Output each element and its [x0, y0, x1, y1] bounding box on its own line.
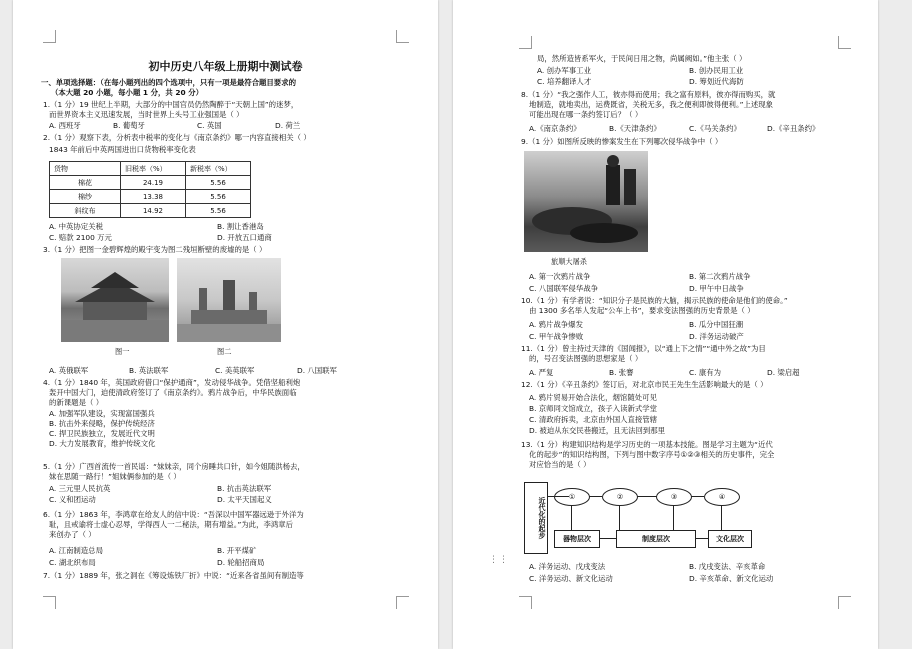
table-header-cell: 新税率（%）	[186, 162, 251, 176]
question-text: 5.（1 分）广西首流传一首民谣：“妹妹亲，同个房睡共口针，如今姐随洪杨去，	[43, 462, 305, 471]
option-d[interactable]: D. 辛亥革命、新文化运动	[689, 574, 774, 583]
question-text: 来创办了（ ）	[49, 530, 96, 539]
option-c[interactable]: C. 培养翻译人才	[537, 77, 592, 86]
question-text: 3.（1 分）把图一金碧辉煌的殿宇变为图二残垣断壁的废墟的是（ ）	[43, 245, 267, 254]
crop-mark	[396, 596, 409, 609]
crop-mark	[838, 36, 851, 49]
question-text: 的，号召变法图强的思想家是（ ）	[529, 354, 643, 363]
page-title: 初中历史八年级上册期中测试卷	[148, 60, 303, 73]
image-caption: 图二	[217, 347, 232, 356]
diagram-connector	[637, 496, 657, 497]
question-text: 13.（1 分）构建知识结构是学习历史的一项基本技能。图是学习主题为“近代	[521, 440, 773, 449]
diagram-level-box: 文化层次	[708, 530, 752, 548]
option-a[interactable]: A. 鸦片贸易开始合法化，烟馆随处可见	[529, 393, 657, 402]
massacre-drawing	[524, 151, 648, 252]
option-d[interactable]: D. 荷兰	[275, 121, 301, 130]
option-a[interactable]: A. 第一次鸦片战争	[529, 272, 591, 281]
table-row	[50, 204, 251, 218]
tax-table	[49, 161, 251, 218]
table-cell: 5.56	[186, 190, 251, 204]
table-cell: 5.56	[186, 176, 251, 190]
palace-image	[61, 258, 169, 342]
image-caption: 图一	[115, 347, 130, 356]
option-b[interactable]: B. 割让香港岛	[217, 222, 264, 231]
diagram-connector	[619, 505, 620, 530]
option-c[interactable]: C. 湖北织布局	[49, 558, 96, 567]
crop-mark	[396, 30, 409, 43]
diagram-connector	[696, 538, 708, 539]
option-b[interactable]: B. 抗击英法联军	[217, 484, 272, 493]
question-text: 9.（1 分）如图所反映的惨案发生在下列哪次侵华战争中（ ）	[521, 137, 723, 146]
table-row	[50, 190, 251, 204]
diagram-connector	[721, 505, 722, 530]
question-text: 10.（1 分）有学者说：“知识分子是民族的大脑，揭示民族的使命是他们的使命。”	[521, 296, 788, 305]
table-cell: 棉花	[50, 176, 121, 190]
table-header-cell: 货物	[50, 162, 121, 176]
table-row	[50, 176, 251, 190]
option-c[interactable]: C. 康有为	[689, 368, 722, 377]
option-d[interactable]: D. 梁启超	[767, 368, 800, 377]
crop-mark	[43, 30, 56, 43]
diagram-node-1: ①	[554, 488, 590, 506]
ruins-image	[177, 258, 281, 342]
section-note: （本大题 20 小题，每小题 1 分，共 20 分）	[51, 88, 204, 97]
option-d[interactable]: D. 太平天国起义	[217, 495, 272, 504]
option-a[interactable]: A. 加强军队建设，实现富国强兵	[49, 409, 155, 418]
table-cell: 斜纹布	[50, 204, 121, 218]
palace-drawing	[61, 258, 169, 342]
option-b[interactable]: B. 英法联军	[129, 366, 169, 375]
option-a[interactable]: A. 创办军事工业	[537, 66, 591, 75]
option-b[interactable]: B. 京师同文馆成立，孩子入读新式学堂	[529, 404, 658, 413]
option-a[interactable]: A. 西班牙	[49, 121, 81, 130]
option-c[interactable]: C. 美英联军	[215, 366, 255, 375]
question-text: 耻，且戒谕将士虚心忍辱，学得西人一二秘法，期有增益。”为此，李鸿章后	[49, 520, 294, 529]
option-a[interactable]: A. 三元里人民抗英	[49, 484, 111, 493]
diagram-connector	[589, 496, 602, 497]
question-text: 妹在思随一路行！”姐妹俩参加的是（ ）	[49, 472, 181, 481]
diagram-level-box: 制度层次	[616, 530, 696, 548]
crop-mark	[519, 36, 532, 49]
option-b[interactable]: B. 张謇	[609, 368, 634, 377]
option-c[interactable]: C. 捍卫民族独立，发展近代文明	[49, 429, 155, 438]
option-b[interactable]: B.《天津条约》	[609, 124, 661, 133]
knowledge-diagram	[524, 482, 764, 560]
option-b[interactable]: B. 第二次鸦片战争	[689, 272, 751, 281]
diagram-connector	[691, 496, 704, 497]
option-c[interactable]: C. 义和团运动	[49, 495, 96, 504]
diagram-connector	[673, 505, 674, 530]
option-d[interactable]: D. 开放五口通商	[217, 233, 272, 242]
question-text: 4.（1 分）1840 年，英国政府借口“保护通商”，发动侵华战争。凭借坚船利炮	[43, 378, 301, 387]
option-a[interactable]: A. 严复	[529, 368, 554, 377]
question-text: 7.（1 分）1889 年，张之洞在《筹设炼铁厂折》中说：“近来各省虽间有制造等	[43, 571, 304, 580]
section-heading: 一、单项选择题：（在每小题列出的四个选项中，只有一项是最符合题目要求的	[41, 78, 296, 87]
question-text: 对应恰当的是（ ）	[529, 460, 591, 469]
option-a[interactable]: A. 鸦片战争爆发	[529, 320, 583, 329]
option-d[interactable]: D.《辛丑条约》	[767, 124, 820, 133]
option-c[interactable]: C.《马关条约》	[689, 124, 741, 133]
table-caption: 1843 年前后中英两国进出口货物税率变化表	[49, 145, 196, 154]
table-cell: 24.19	[121, 176, 186, 190]
question-text: 1.（1 分）19 世纪上半期，大部分的中国官员仍然陶醉于“天朝上国”的迷梦，	[43, 100, 299, 109]
diagram-connector	[571, 505, 572, 530]
diagram-node-2: ②	[602, 488, 638, 506]
ruins-drawing	[177, 258, 281, 342]
question-text: 局，然所造皆系军火，于民间日用之物，尚属阙如。”他主张（ ）	[537, 54, 747, 63]
option-a[interactable]: A. 英俄联军	[49, 366, 89, 375]
option-b[interactable]: B. 葡萄牙	[113, 121, 145, 130]
diagram-topic-box: 近代化的起步	[524, 482, 548, 554]
option-d[interactable]: D. 八国联军	[297, 366, 337, 375]
question-text: 由 1300 多名举人发起“公车上书”，要求变法图强的历史背景是（ ）	[529, 306, 755, 315]
question-text: 6.（1 分）1863 年，李鸿章在给友人的信中说：“吾深以中国军器远逊于外洋为	[43, 510, 304, 519]
massacre-photo	[524, 151, 648, 252]
option-c[interactable]: C. 洋务运动、新文化运动	[529, 574, 613, 583]
question-text: 11.（1 分）曾主持过天津的《国闻报》，以“通上下之情”“通中外之故”为目	[521, 344, 766, 353]
diagram-level-box: 器物层次	[554, 530, 600, 548]
question-text: 化的起步”的知识结构图，下列与图中数字序号①②③相关的历史事件，完全	[529, 450, 775, 459]
option-b[interactable]: B. 开平煤矿	[217, 546, 257, 555]
question-text: 而世界资本主义迅速发展，当时世界上头号工业强国是（ ）	[49, 110, 244, 119]
table-header-row	[50, 162, 251, 176]
option-c[interactable]: C. 甲午战争惨败	[529, 332, 584, 341]
diagram-node-3: ③	[656, 488, 692, 506]
crop-mark	[519, 596, 532, 609]
option-d[interactable]: D. 轮船招商局	[217, 558, 265, 567]
drag-handle-icon[interactable]: ⋮⋮	[489, 555, 509, 565]
diagram-node-4: ④	[704, 488, 740, 506]
diagram-connector	[600, 538, 616, 539]
option-a[interactable]: A.《南京条约》	[529, 124, 581, 133]
option-d[interactable]: D. 洋务运动破产	[689, 332, 744, 341]
option-a[interactable]: A. 江南制造总局	[49, 546, 103, 555]
crop-mark	[43, 596, 56, 609]
option-b[interactable]: B. 戊戌变法、辛亥革命	[689, 562, 766, 571]
option-b[interactable]: B. 抗击外来侵略，保护传统经济	[49, 419, 155, 428]
question-text: 12.（1 分）《辛丑条约》签订后，对北京市民王先生生活影响最大的是（ ）	[521, 380, 768, 389]
question-text: 可能出现在哪一条约签订后？（ ）	[529, 110, 643, 119]
question-text: 2.（1 分）观察下表，分析表中税率的变化与《南京条约》哪一内容直接相关（ ）	[43, 133, 311, 142]
option-a[interactable]: A. 中英协定关税	[49, 222, 103, 231]
option-c[interactable]: C. 八国联军侵华战争	[529, 284, 598, 293]
question-text: 轰开中国大门，迫使清政府签订了《南京条约》。鸦片战争后，中华民族面临	[49, 388, 297, 397]
table-cell: 13.38	[121, 190, 186, 204]
question-text: 的新课题是（ ）	[49, 398, 104, 407]
table-cell: 14.92	[121, 204, 186, 218]
option-d[interactable]: D. 筹划近代海防	[689, 77, 744, 86]
option-c[interactable]: C. 赔款 2100 万元	[49, 233, 112, 242]
option-d[interactable]: D. 被迫从东交民巷搬迁，且无法回到那里	[529, 426, 666, 435]
page-left	[13, 0, 438, 649]
photo-caption: 旅顺大屠杀	[551, 257, 587, 266]
option-a[interactable]: A. 洋务运动、戊戌变法	[529, 562, 606, 571]
option-c[interactable]: C. 英国	[197, 121, 222, 130]
question-text: 地制造，就地卖出，运费既省，关税无多，我之便利即彼得便利。”上述现象	[529, 100, 774, 109]
table-cell: 棉纱	[50, 190, 121, 204]
table-header-cell: 旧税率（%）	[121, 162, 186, 176]
table-cell: 5.56	[186, 204, 251, 218]
option-c[interactable]: C. 清政府拆卖，北京由外国人直接管辖	[529, 415, 658, 424]
crop-mark	[838, 596, 851, 609]
option-b[interactable]: B. 瓜分中国狂潮	[689, 320, 744, 329]
option-d[interactable]: D. 大力发展教育，维护传统文化	[49, 439, 156, 448]
option-d[interactable]: D. 甲午中日战争	[689, 284, 744, 293]
option-b[interactable]: B. 创办民用工业	[689, 66, 744, 75]
question-text: 8.（1 分）“我之强作人工，彼亦得而使用；我之富有原料，彼亦得而购买，就	[521, 90, 776, 99]
